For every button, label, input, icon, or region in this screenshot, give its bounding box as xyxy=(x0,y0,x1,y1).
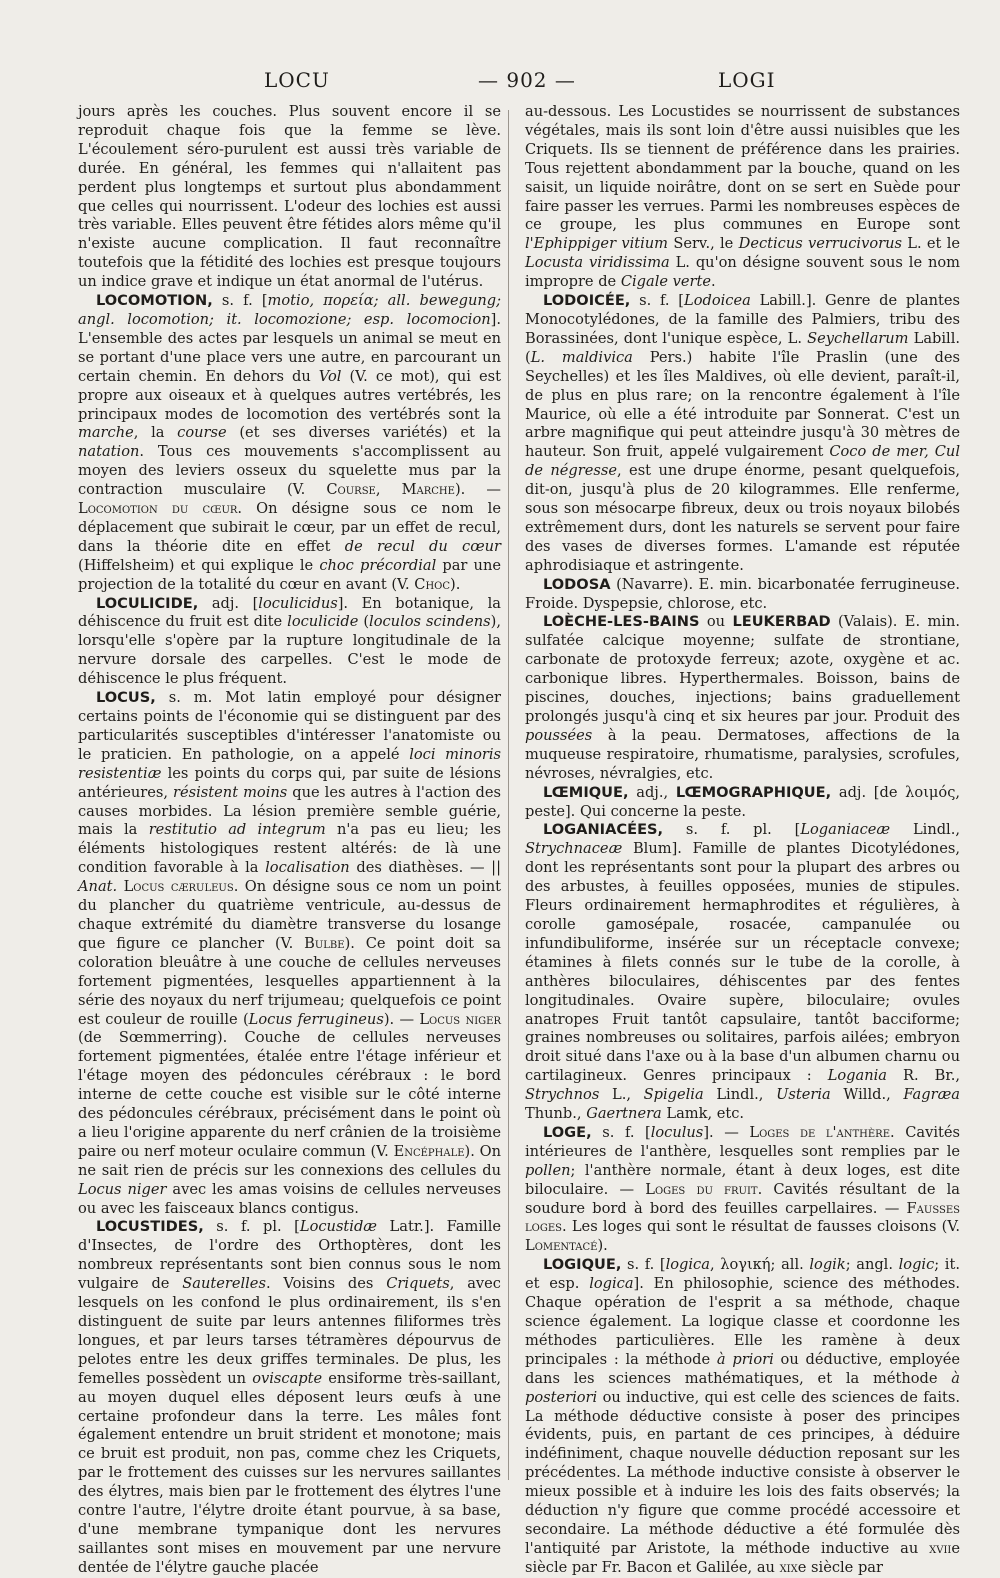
headword: LŒMIQUE, xyxy=(543,783,629,801)
headword: LOGIQUE, xyxy=(543,1256,622,1274)
entry-loge: LOGE, s. f. [loculus]. — Loges de l'anthère. Cavités intérieures de l'anthère, lesquelles sont remplies par le pollen; l'anthère normale, étant à deux loges, est dite biloculaire. — Loges du fruit. Cavités résultant de la soudure bord à bord des feuilles carpellaires. — Fausses loges. Les loges qui sont le résultat de fausses cloisons (V. Lomentacé). xyxy=(525,1123,960,1255)
entry-logique: LOGIQUE, s. f. [logica, λογική; all. logik; angl. logic; it. et esp. logica]. En philosophie, science des méthodes. Chaque opération de l'esprit a sa méthode, chaque science également. La logique classe et coordonne les méthodes particulières. Elle les ramène à deux principales : la méthode à priori ou déductive, employée dans les sciences mathématiques, et la méthode à posteriori ou inductive, qui est celle des sciences de faits. La méthode déductive consiste à poser des principes évidents, puis, en partant de ces principes, à déduire indéfiniment, chaque nouvelle déduction reposant sur les précédentes. La méthode inductive consiste à observer le mieux possible et à induire les lois des faits observés; la déduction n'y figure que comme procédé accessoire et secondaire. La méthode déductive a été formulée dès l'antiquité par Aristote, la méthode inductive au xviie siècle par Fr. Bacon et Galilée, au xixe siècle par xyxy=(525,1256,961,1576)
continued-paragraph: jours après les couches. Plus souvent encore il se reproduit chaque fois que la femme se lève. L'écoulement séro-purulent est aussi très variable de durée. En général, les femmes qui n'allaitent pas perdent plus longtemps et surtout plus abondamment que celles qui nourrissent. L'odeur des lochies est aussi très variable. Elles peuvent être fétides alors même qu'il n'existe aucune complication. Il faut reconnaître toutefois que la fétidité des lochies est presque toujours un indice grave et indique un état anormal de l'utérus. xyxy=(78,103,501,291)
headword-alt: LEUKERBAD xyxy=(732,613,831,631)
headword: LOGE, xyxy=(543,1123,592,1141)
running-header xyxy=(78,68,961,102)
entry-loculicide: LOCULICIDE, adj. [loculicidus]. En botanique, la déhiscence du fruit est dite loculicide (loculos scindens), lorsqu'elle s'opère par la rupture longitudinale de la nervure dorsale des carpelles. C'est le mode de déhiscence le plus fréquent. xyxy=(78,594,501,688)
entry-loeche-les-bains: LOÈCHE-LES-BAINS ou LEUKERBAD (Valais). E. min. sulfatée calcique moyenne; sulfate de strontiane, carbonate de protoxyde ferreux; azote, oxygène et ac. carbonique libres. Hyperthermales. Boisson, bains de piscines, douches, injections; bains graduellement prolongés jusqu'à cinq et six heures par jour. Produit des poussées à la peau. Dermatoses, affections de la muqueuse respiratoire, rhumatisme, paralysies, scrofules, névroses, névralgies, etc. xyxy=(525,613,960,782)
column-divider xyxy=(508,110,509,1480)
header-left-guide-word: LOCU xyxy=(264,68,330,92)
right-column xyxy=(525,103,961,1576)
headword: LOCOMOTION, xyxy=(96,292,213,310)
headword: LOCUS, xyxy=(96,689,156,707)
entry-lodoicee: LODOICÉE, s. f. [Lodoicea Labill.]. Genre de plantes Monocotylédones, de la famille des Palmiers, tribu des Borassinées, dont l'unique espèce, L. Seychellarum Labill. (L. maldivica Pers.) habite l'île Praslin (une des Seychelles) et les îles Maldives, où elle devient, paraît-il, de plus en plus rare; on la rencontre également à l'île Maurice, où elle a été introduite par Sonnerat. C'est un arbre magnifique qui peut atteindre jusqu'à 30 mètres de hauteur. Son fruit, appelé vulgairement Coco de mer, Cul de négresse, est une drupe énorme, pesant quelquefois, dit-on, jusqu'à plus de 20 kilogrammes. Elle renferme, sous son mésocarpe fibreux, deux ou trois noyaux bilobés extrêmement durs, dont les naturels se servent pour faire des vases de diverses formes. L'amande est réputée aphrodisiaque et astringente. xyxy=(525,292,960,574)
entry-lodosa: LODOSA (Navarre). E. min. bicarbonatée ferrugineuse. Froide. Dyspepsie, chlorose, etc. xyxy=(525,575,960,612)
header-right-guide-word: LOGI xyxy=(718,68,776,92)
entry-loganiacees: LOGANIACÉES, s. f. pl. [Loganiaceæ Lindl., Strychnaceæ Blum]. Famille de plantes Dicotylédones, dont les représentants sont pour la plupart des arbres ou des arbustes, à feuilles opposées, munies de stipules. Fleurs ordinairement hermaphrodites et régulières, à corolle gamosépale, rosacée, campanulée ou infundibuliforme, insérée sur un réceptacle convexe; étamines à filets connés sur le tube de la corolle, à anthères biloculaires, déhiscentes par des fentes longitudinales. Ovaire supère, biloculaire; ovules anatropes Fruit tantôt capsulaire, tantôt bacciforme; graines nombreuses ou solitaires, parfois ailées; embryon droit situé dans l'axe ou à la base d'un albumen charnu ou cartilagineux. Genres principaux : Logania R. Br., Strychnos L., Spigelia Lindl., Usteria Willd., Fagræa Thunb., Gaertnera Lamk, etc. xyxy=(525,821,961,1123)
headword: LODOICÉE, xyxy=(543,292,631,310)
page-number: — 902 — xyxy=(478,68,576,92)
headword: LOÈCHE-LES-BAINS xyxy=(543,613,700,631)
entry-locomotion: LOCOMOTION, s. f. [motio, πορεία; all. bewegung; angl. locomotion; it. locomozione; esp. locomocion]. L'ensemble des actes par lesquels un animal se meut en se portant d'une place vers une autre, en parcourant un certain chemin. En dehors du Vol (V. ce mot), qui est propre aux oiseaux et à quelques autres vertébrés, les principaux modes de locomotion des vertébrés sont la marche, la course (et ses diverses variétés) et la natation. Tous ces mouvements s'accomplissent au moyen des leviers osseux du squelette mus par la contraction musculaire (V. Course, Marche). — Locomotion du cœur. On désigne sous ce nom le déplacement que subirait le cœur, par un effet de recul, dans la théorie dite en effet de recul du cœur (Hiffelsheim) et qui explique le choc précordial par une projection de la totalité du cœur en avant (V. Choc). xyxy=(78,292,501,593)
headword: LOCUSTIDES, xyxy=(96,1218,204,1236)
continued-paragraph: au-dessous. Les Locustides se nourrissent de substances végétales, mais ils sont loin d'être aussi nuisibles que les Criquets. Ils se tiennent de préférence dans les prairies. Tous rejettent abondamment par la bouche, quand on les saisit, un liquide noirâtre, dont on se sert en Suède pour faire passer les verrues. Parmi les nombreuses espèces de ce groupe, les plus communes en Europe sont l'Ephippiger vitium Serv., le Decticus verrucivorus L. et le Locusta viridissima L. qu'on désigne souvent sous le nom impropre de Cigale verte. xyxy=(525,103,961,291)
left-column xyxy=(78,103,502,1576)
headword-alt: LŒMOGRAPHIQUE, xyxy=(675,783,832,801)
entry-locustides: LOCUSTIDES, s. f. pl. [Locustidæ Latr.]. Famille d'Insectes, de l'ordre des Orthoptères, dont les nombreux représentants sont bien connus sous le nom vulgaire de Sauterelles. Voisins des Criquets, avec lesquels on les confond le plus ordinairement, ils s'en distinguent de suite par leurs antennes filiformes très longues, et par leurs tarses tétramères dépourvus de pelotes entre les deux griffes terminales. De plus, les femelles possèdent un oviscapte ensiforme très-saillant, au moyen duquel elles déposent leurs œufs à une certaine profondeur dans la terre. Les mâles font également entendre un bruit strident et monotone; mais ce bruit est produit, non pas, comme chez les Criquets, par le frottement des cuisses sur les nervures saillantes des élytres, mais bien par le frottement des élytres l'une contre l'autre, l'élytre droite étant pourvue, à sa base, d'une membrane tympanique dont les nervures saillantes sont mises en mouvement par une nervure dentée de l'élytre gauche placée xyxy=(78,1218,501,1576)
headword: LOGANIACÉES, xyxy=(543,821,664,839)
entry-locus: LOCUS, s. m. Mot latin employé pour désigner certains points de l'économie qui se distinguent par des particularités susceptibles d'intéresser l'anatomiste ou le praticien. En pathologie, on a appelé loci minoris resistentiæ les points du corps qui, par suite de lésions antérieures, résistent moins que les autres à l'action des causes morbides. La lésion première semble guérie, mais la restitutio ad integrum n'a pas eu lieu; les éléments histologiques restent altérés: de là une condition favorable à la localisation des diathèses. — || Anat. Locus cæruleus. On désigne sous ce nom un point du plancher du quatrième ventricule, au-dessus de chaque extrémité du diamètre transverse du losange que figure ce plancher (V. Bulbe). Ce point doit sa coloration bleuâtre à une couche de cellules nerveuses fortement pigmentées, lesquelles appartiennent à la série des noyaux du nerf trijumeau; quelquefois ce point est couleur de rouille (Locus ferrugineus). — Locus niger (de Sœmmerring). Couche de cellules nerveuses fortement pigmentées, étalée entre l'étage inférieur et l'étage moyen des pédoncules cérébraux : le bord interne de cette couche est visible sur le côté interne des pédoncules cérébraux, précisément dans le point où a lieu l'origine apparente du nerf crânien de la troisième paire ou nerf moteur oculaire commun (V. Encéphale). On ne sait rien de précis sur les connexions des cellules du Locus niger avec les amas voisins de cellules nerveuses ou avec les faisceaux blancs contigus. xyxy=(78,689,502,1217)
headword: LODOSA xyxy=(543,575,611,593)
headword: LOCULICIDE, xyxy=(96,594,199,612)
entry-loemique: LŒMIQUE, adj., LŒMOGRAPHIQUE, adj. [de λοιμός, peste]. Qui concerne la peste. xyxy=(525,783,961,820)
